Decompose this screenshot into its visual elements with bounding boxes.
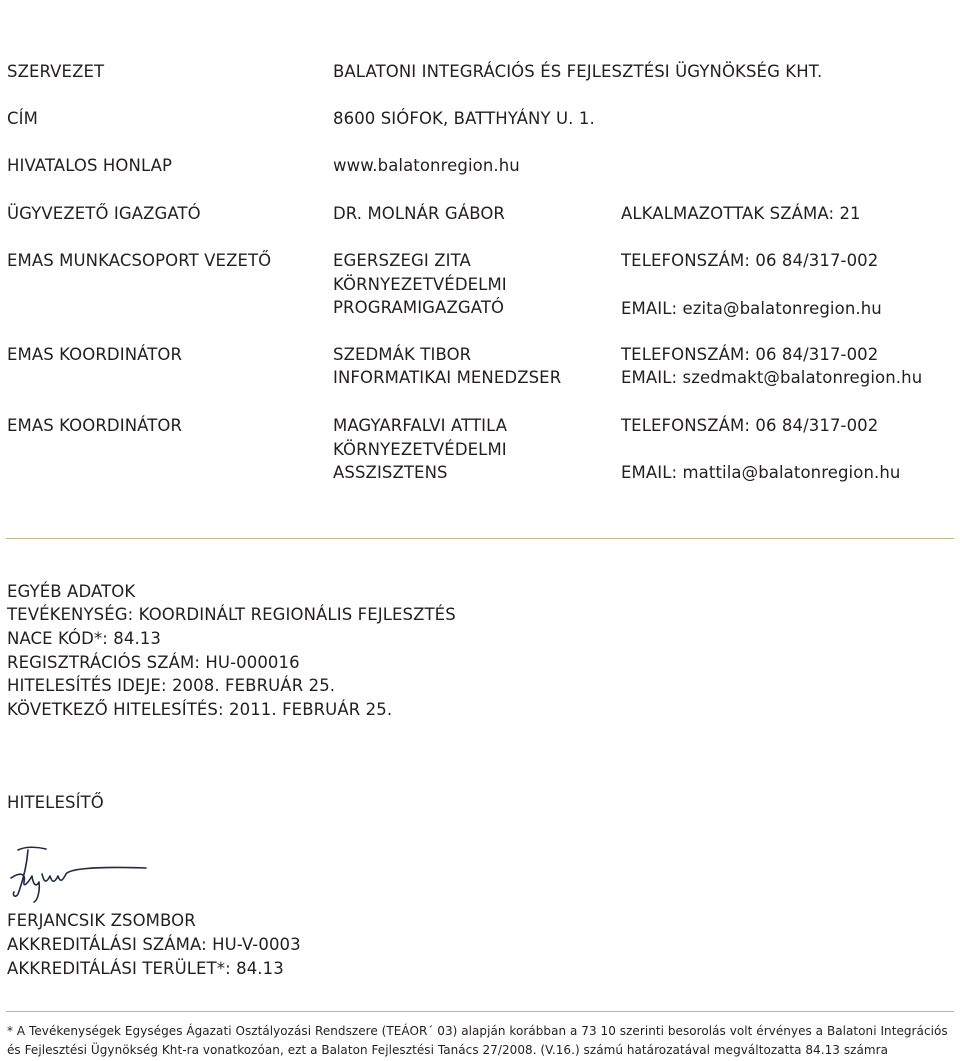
- contact-phone: TELEFONSZÁM: 06 84/317-002: [621, 345, 879, 364]
- contact-phone: TELEFONSZÁM: 06 84/317-002: [621, 251, 879, 270]
- other-data-line: HITELESÍTÉS IDEJE: 2008. FEBRUÁR 25.: [7, 676, 336, 695]
- contact-email[interactable]: EMAIL: szedmakt@balatonregion.hu: [621, 368, 923, 387]
- footnote-line: és Fejlesztési Ügynökség Kht-ra vonatkozóan, ezt a Balaton Fejlesztési Tanács 27/2008. (V.16.) számú határozatával megváltozatta 84.13 számra: [7, 1043, 889, 1057]
- verifier-line: AKKREDITÁLÁSI SZÁMA: HU-V-0003: [7, 935, 301, 954]
- contact-title: INFORMATIKAI MENEDZSER: [333, 368, 562, 387]
- signature-image: [6, 838, 156, 906]
- verifier-heading: HITELESÍTŐ: [7, 793, 104, 812]
- igazgato-label: ÜGYVEZETŐ IGAZGATÓ: [7, 204, 201, 223]
- contact-email[interactable]: EMAIL: ezita@balatonregion.hu: [621, 299, 882, 318]
- honlap-label: HIVATALOS HONLAP: [7, 156, 173, 175]
- footnote-line: * A Tevékenységek Egységes Ágazati Osztályozási Rendszere (TEÁOR´ 03) alapján korábban a 73 10 szerinti besorolás volt érvényes a Balatoni Integrációs: [7, 1024, 948, 1038]
- contact-email[interactable]: EMAIL: mattila@balatonregion.hu: [621, 463, 901, 482]
- cim-value: 8600 SIÓFOK, BATTHYÁNY U. 1.: [333, 109, 595, 128]
- contact-phone: TELEFONSZÁM: 06 84/317-002: [621, 416, 879, 435]
- other-data-heading: EGYÉB ADATOK: [7, 582, 136, 601]
- footnote-divider: [6, 1011, 954, 1012]
- contact-role: EMAS KOORDINÁTOR: [7, 345, 183, 364]
- other-data-line: KÖVETKEZŐ HITELESÍTÉS: 2011. FEBRUÁR 25.: [7, 700, 393, 719]
- honlap-link[interactable]: www.balatonregion.hu: [333, 156, 520, 175]
- contact-name: MAGYARFALVI ATTILA: [333, 416, 508, 435]
- contact-title: KÖRNYEZETVÉDELMI: [333, 275, 507, 294]
- contact-name: EGERSZEGI ZITA: [333, 251, 471, 270]
- contact-title: ASSZISZTENS: [333, 463, 448, 482]
- verifier-line: AKKREDITÁLÁSI TERÜLET*: 84.13: [7, 959, 284, 978]
- section-divider: [6, 538, 954, 539]
- other-data-line: NACE KÓD*: 84.13: [7, 629, 162, 648]
- contact-role: EMAS MUNKACSOPORT VEZETŐ: [7, 251, 272, 270]
- contact-role: EMAS KOORDINÁTOR: [7, 416, 183, 435]
- cim-label: CÍM: [7, 109, 38, 128]
- szervezet-label: SZERVEZET: [7, 62, 105, 81]
- contact-title: PROGRAMIGAZGATÓ: [333, 298, 505, 317]
- contact-name: SZEDMÁK TIBOR: [333, 345, 472, 364]
- igazgato-name: DR. MOLNÁR GÁBOR: [333, 204, 505, 223]
- szervezet-value: BALATONI INTEGRÁCIÓS ÉS FEJLESZTÉSI ÜGYNÖKSÉG KHT.: [333, 62, 823, 81]
- alkalmazottak-szama: ALKALMAZOTTAK SZÁMA: 21: [621, 204, 861, 223]
- other-data-line: TEVÉKENYSÉG: KOORDINÁLT REGIONÁLIS FEJLESZTÉS: [7, 605, 456, 624]
- contact-title: KÖRNYEZETVÉDELMI: [333, 440, 507, 459]
- other-data-line: REGISZTRÁCIÓS SZÁM: HU-000016: [7, 653, 300, 672]
- verifier-line: FERJANCSIK ZSOMBOR: [7, 911, 196, 930]
